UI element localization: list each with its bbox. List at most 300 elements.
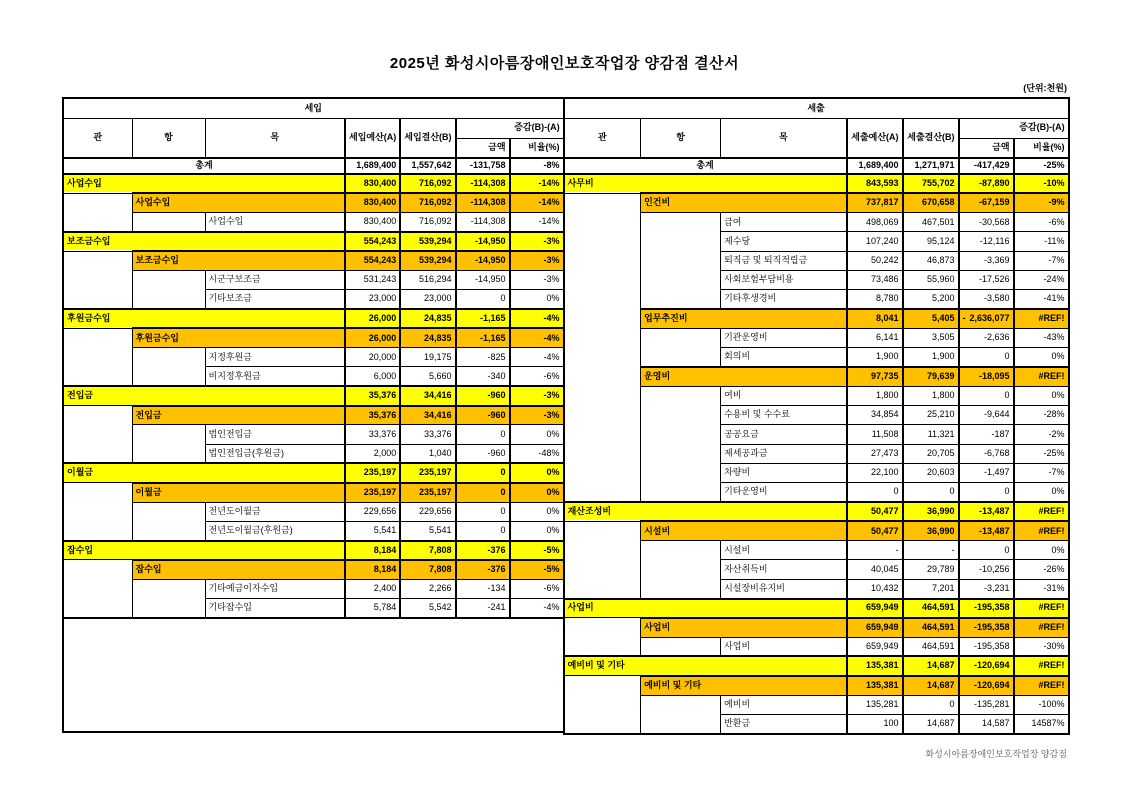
- income-gwan-label: 보조금수입: [63, 232, 345, 251]
- expense-mok-label: 수용비 및 수수료: [721, 406, 847, 425]
- expense-amount: -67,159: [959, 193, 1014, 212]
- expense-ratio: -28%: [1014, 406, 1069, 425]
- expense-ratio: #REF!: [1014, 618, 1069, 637]
- expense-ratio: -43%: [1014, 328, 1069, 347]
- expense-gwan-label: 예비비 및 기타: [564, 656, 847, 675]
- expense-amount: -13,487: [959, 521, 1014, 540]
- expense-budget: 11,508: [847, 425, 903, 444]
- income-budget: 26,000: [345, 309, 400, 328]
- expense-amount: 0: [959, 386, 1014, 405]
- expense-budget: -: [847, 541, 903, 560]
- income-settlement: 7,808: [400, 541, 455, 560]
- income-amount: -825: [456, 348, 510, 367]
- expense-amount: -120,694: [959, 656, 1014, 675]
- income-col-gwan: 관: [63, 118, 132, 158]
- income-row-hang: [63, 193, 564, 212]
- income-budget: 6,000: [345, 367, 400, 386]
- income-amount: -960: [456, 386, 510, 405]
- expense-settlement: 1,800: [903, 386, 959, 405]
- expense-mok-label: 시설비: [721, 541, 847, 560]
- income-ratio: -5%: [510, 560, 564, 579]
- expense-ratio: -2%: [1014, 425, 1069, 444]
- income-empty-area: [63, 618, 564, 732]
- expense-amount: 14,587: [959, 714, 1014, 733]
- expense-row-hang: [564, 521, 1069, 540]
- income-budget: 2,400: [345, 579, 400, 598]
- expense-hang-label: 사업비: [641, 618, 847, 637]
- expense-col-budget: 세출예산(A): [847, 118, 903, 158]
- income-total-amount: -131,758: [456, 158, 510, 174]
- income-settlement: 19,175: [400, 348, 455, 367]
- income-amount: 0: [456, 290, 510, 309]
- expense-ratio: -10%: [1014, 174, 1069, 193]
- expense-budget: 659,949: [847, 637, 903, 656]
- income-mok-label: 사업수입: [205, 213, 345, 232]
- income-row-mok: [63, 348, 564, 367]
- expense-gwan-label: 사무비: [564, 174, 847, 193]
- expense-budget: 843,593: [847, 174, 903, 193]
- expense-ratio: #REF!: [1014, 367, 1069, 386]
- income-col-amount: 금액: [456, 138, 510, 158]
- income-column-headers: [63, 118, 564, 138]
- expense-settlement: 46,873: [903, 251, 959, 270]
- expense-budget: 50,477: [847, 521, 903, 540]
- expense-ratio: #REF!: [1014, 502, 1069, 521]
- income-amount: -134: [456, 579, 510, 598]
- expense-hang-empty-cell: [641, 637, 721, 656]
- expense-amount: -135,281: [959, 695, 1014, 714]
- income-budget: 235,197: [345, 483, 400, 502]
- expense-amount: -120,694: [959, 676, 1014, 695]
- income-settlement: 716,092: [400, 174, 455, 193]
- expense-settlement: 29,789: [903, 560, 959, 579]
- expense-budget: 498,069: [847, 213, 903, 232]
- expense-budget: 135,381: [847, 676, 903, 695]
- expense-settlement: 36,990: [903, 502, 959, 521]
- expense-gwan-label: 재산조성비: [564, 502, 847, 521]
- expense-settlement: 5,405: [903, 309, 959, 328]
- expense-ratio: -11%: [1014, 232, 1069, 251]
- income-gwan-empty-cell: [63, 483, 132, 541]
- expense-col-amount: 금액: [959, 138, 1014, 158]
- income-settlement: 229,656: [400, 502, 455, 521]
- income-row-mok: [63, 502, 564, 521]
- expense-budget: 34,854: [847, 406, 903, 425]
- expense-hang-empty-cell: [641, 386, 721, 502]
- income-section-header: [63, 98, 564, 118]
- income-col-ratio: 비율(%): [510, 138, 564, 158]
- expense-ratio: -9%: [1014, 193, 1069, 212]
- expense-budget: 40,045: [847, 560, 903, 579]
- income-row-gwan: [63, 174, 564, 193]
- income-row-gwan: [63, 309, 564, 328]
- income-row-hang: [63, 406, 564, 425]
- expense-row-hang: [564, 618, 1069, 637]
- income-ratio: -4%: [510, 599, 564, 618]
- expense-row-gwan: [564, 502, 1069, 521]
- income-hang-label: 후원금수입: [132, 328, 345, 347]
- expense-budget: 22,100: [847, 463, 903, 482]
- expense-total-settlement: 1,271,971: [903, 158, 959, 174]
- expense-hang-label: 인건비: [641, 193, 847, 212]
- expense-ratio: 0%: [1014, 541, 1069, 560]
- expense-budget: 0: [847, 483, 903, 502]
- expense-amount: -1,497: [959, 463, 1014, 482]
- expense-gwan-label: 사업비: [564, 599, 847, 618]
- income-budget: 2,000: [345, 444, 400, 463]
- expense-amount: -195,358: [959, 599, 1014, 618]
- income-mok-label: 지정후원금: [205, 348, 345, 367]
- income-hang-label: 전입금: [132, 406, 345, 425]
- income-total-row: [63, 158, 564, 174]
- income-amount: -376: [456, 541, 510, 560]
- income-col-change: 증감(B)-(A): [456, 118, 564, 138]
- expense-budget: 8,780: [847, 290, 903, 309]
- expense-hang-empty-cell: [641, 541, 721, 599]
- expense-settlement: 0: [903, 483, 959, 502]
- income-amount: 0: [456, 521, 510, 540]
- income-mok-label: 기타예금이자수입: [205, 579, 345, 598]
- expense-settlement: 14,687: [903, 714, 959, 733]
- income-budget: 235,197: [345, 463, 400, 482]
- expense-table: [563, 97, 1070, 735]
- expense-mok-label: 여비: [721, 386, 847, 405]
- expense-settlement: 3,505: [903, 328, 959, 347]
- income-col-budget: 세입예산(A): [345, 118, 400, 158]
- page-title: 2025년 화성시아름장애인보호작업장 양감점 결산서: [389, 55, 740, 72]
- income-gwan-label: 사업수입: [63, 174, 345, 193]
- expense-amount: 0: [959, 541, 1014, 560]
- income-budget: 35,376: [345, 406, 400, 425]
- income-amount: -114,308: [456, 174, 510, 193]
- expense-ratio: -7%: [1014, 463, 1069, 482]
- expense-budget: 1,900: [847, 348, 903, 367]
- income-gwan-label: 잡수입: [63, 541, 345, 560]
- income-budget: 830,400: [345, 174, 400, 193]
- income-hang-empty-cell: [132, 213, 205, 232]
- income-amount: -14,950: [456, 251, 510, 270]
- expense-mok-label: 공공요금: [721, 425, 847, 444]
- income-empty-cell: [63, 618, 564, 732]
- expense-amount: -10,256: [959, 560, 1014, 579]
- expense-settlement: 25,210: [903, 406, 959, 425]
- income-settlement: 23,000: [400, 290, 455, 309]
- expense-mok-label: 차량비: [721, 463, 847, 482]
- income-row-gwan: [63, 232, 564, 251]
- expense-ratio: 0%: [1014, 483, 1069, 502]
- expense-section-header: [564, 98, 1069, 118]
- expense-ratio: 0%: [1014, 348, 1069, 367]
- income-ratio: 0%: [510, 463, 564, 482]
- expense-row-hang: [564, 676, 1069, 695]
- expense-mok-label: 제세공과금: [721, 444, 847, 463]
- income-hang-empty-cell: [132, 502, 205, 541]
- income-amount: 0: [456, 483, 510, 502]
- expense-ratio: -6%: [1014, 213, 1069, 232]
- expense-ratio: -7%: [1014, 251, 1069, 270]
- expense-amount: -87,890: [959, 174, 1014, 193]
- expense-gwan-empty-cell: [564, 618, 641, 657]
- expense-settlement: 7,201: [903, 579, 959, 598]
- income-total-budget: 1,689,400: [345, 158, 400, 174]
- expense-budget: 107,240: [847, 232, 903, 251]
- expense-amount: -13,487: [959, 502, 1014, 521]
- expense-settlement: 20,603: [903, 463, 959, 482]
- expense-hang-label: 운영비: [641, 367, 847, 386]
- income-amount: -376: [456, 560, 510, 579]
- settlement-table: [62, 97, 1070, 735]
- expense-hang-label: 시설비: [641, 521, 847, 540]
- expense-ratio: #REF!: [1014, 309, 1069, 328]
- expense-settlement: 5,200: [903, 290, 959, 309]
- income-gwan-empty-cell: [63, 406, 132, 464]
- expense-budget: 737,817: [847, 193, 903, 212]
- expense-col-settlement: 세출결산(B): [903, 118, 959, 158]
- expense-settlement: 1,900: [903, 348, 959, 367]
- income-ratio: -3%: [510, 386, 564, 405]
- income-row-mok: [63, 213, 564, 232]
- income-mok-label: 법인전입금: [205, 425, 345, 444]
- expense-budget: 659,949: [847, 618, 903, 637]
- income-gwan-label: 후원금수입: [63, 309, 345, 328]
- income-mok-label: 비지정후원금: [205, 367, 345, 386]
- expense-amount: -6,768: [959, 444, 1014, 463]
- income-budget: 830,400: [345, 193, 400, 212]
- expense-ratio: #REF!: [1014, 656, 1069, 675]
- expense-budget: 50,477: [847, 502, 903, 521]
- income-settlement: 235,197: [400, 483, 455, 502]
- expense-ratio: -31%: [1014, 579, 1069, 598]
- expense-amount: -195,358: [959, 637, 1014, 656]
- income-budget: 23,000: [345, 290, 400, 309]
- income-hang-empty-cell: [132, 270, 205, 309]
- expense-mok-label: 급여: [721, 213, 847, 232]
- expense-amount: -2,636: [959, 328, 1014, 347]
- income-amount: -114,308: [456, 213, 510, 232]
- expense-budget: 1,800: [847, 386, 903, 405]
- income-amount: -1,165: [456, 328, 510, 347]
- income-ratio: -14%: [510, 174, 564, 193]
- expense-total-ratio: -25%: [1014, 158, 1069, 174]
- expense-row-gwan: [564, 656, 1069, 675]
- expense-total-row: [564, 158, 1069, 174]
- expense-budget: 97,735: [847, 367, 903, 386]
- expense-mok-label: 사업비: [721, 637, 847, 656]
- income-settlement: 24,835: [400, 328, 455, 347]
- expense-settlement: 670,658: [903, 193, 959, 212]
- expense-amount: 0: [959, 348, 1014, 367]
- income-settlement: 5,542: [400, 599, 455, 618]
- income-budget: 8,184: [345, 541, 400, 560]
- income-budget: 5,541: [345, 521, 400, 540]
- income-hang-label: 이월금: [132, 483, 345, 502]
- expense-ratio: -30%: [1014, 637, 1069, 656]
- expense-col-gwan: 관: [564, 118, 641, 158]
- income-budget: 229,656: [345, 502, 400, 521]
- income-amount: -114,308: [456, 193, 510, 212]
- income-ratio: 0%: [510, 502, 564, 521]
- income-gwan-label: 이월금: [63, 463, 345, 482]
- income-amount: -1,165: [456, 309, 510, 328]
- expense-mok-label: 제수당: [721, 232, 847, 251]
- expense-settlement: 36,990: [903, 521, 959, 540]
- unit-note: (단위:천원): [1023, 83, 1067, 93]
- expense-ratio: -24%: [1014, 270, 1069, 289]
- income-mok-label: 전년도이월금: [205, 502, 345, 521]
- expense-budget: 100: [847, 714, 903, 733]
- expense-budget: 50,242: [847, 251, 903, 270]
- income-mok-label: 전년도이월금(후원금): [205, 521, 345, 540]
- income-settlement: 5,660: [400, 367, 455, 386]
- income-amount: 0: [456, 463, 510, 482]
- expense-settlement: 464,591: [903, 618, 959, 637]
- expense-budget: 27,473: [847, 444, 903, 463]
- income-total-label: 총계: [63, 158, 345, 174]
- income-settlement: 716,092: [400, 193, 455, 212]
- expense-budget: 659,949: [847, 599, 903, 618]
- income-hang-label: 보조금수입: [132, 251, 345, 270]
- expense-settlement: 14,687: [903, 656, 959, 675]
- income-settlement: 33,376: [400, 425, 455, 444]
- expense-settlement: 95,124: [903, 232, 959, 251]
- income-amount: -14,950: [456, 270, 510, 289]
- income-mok-label: 시군구보조금: [205, 270, 345, 289]
- income-ratio: -3%: [510, 232, 564, 251]
- expense-amount: -3,580: [959, 290, 1014, 309]
- income-row-hang: [63, 328, 564, 347]
- expense-mok-label: 기타후생경비: [721, 290, 847, 309]
- expense-section-title: 세출: [564, 98, 1069, 118]
- income-settlement: 34,416: [400, 406, 455, 425]
- income-ratio: -3%: [510, 251, 564, 270]
- expense-amount: -195,358: [959, 618, 1014, 637]
- income-settlement: 7,808: [400, 560, 455, 579]
- income-ratio: -5%: [510, 541, 564, 560]
- income-amount: 0: [456, 425, 510, 444]
- income-row-gwan: [63, 541, 564, 560]
- income-settlement: 1,040: [400, 444, 455, 463]
- income-row-hang: [63, 483, 564, 502]
- income-amount: -960: [456, 406, 510, 425]
- income-amount: 0: [456, 502, 510, 521]
- income-row-gwan: [63, 386, 564, 405]
- expense-budget: 6,141: [847, 328, 903, 347]
- income-col-settlement: 세입결산(B): [400, 118, 455, 158]
- expense-ratio: -41%: [1014, 290, 1069, 309]
- expense-ratio: -100%: [1014, 695, 1069, 714]
- expense-mok-label: 기타운영비: [721, 483, 847, 502]
- expense-settlement: 14,687: [903, 676, 959, 695]
- income-row-hang: [63, 251, 564, 270]
- expense-ratio: #REF!: [1014, 521, 1069, 540]
- income-budget: 33,376: [345, 425, 400, 444]
- expense-hang-label: 예비비 및 기타: [641, 676, 847, 695]
- expense-ratio: -26%: [1014, 560, 1069, 579]
- income-gwan-empty-cell: [63, 560, 132, 618]
- expense-hang-empty-cell: [641, 695, 721, 734]
- income-ratio: -3%: [510, 406, 564, 425]
- expense-settlement: 11,321: [903, 425, 959, 444]
- expense-mok-label: 시설장비유지비: [721, 579, 847, 598]
- expense-ratio: #REF!: [1014, 676, 1069, 695]
- expense-mok-label: 회의비: [721, 348, 847, 367]
- income-total-settlement: 1,557,642: [400, 158, 455, 174]
- expense-hang-empty-cell: [641, 328, 721, 367]
- expense-budget: 8,041: [847, 309, 903, 328]
- income-hang-label: 사업수입: [132, 193, 345, 212]
- income-settlement: 2,266: [400, 579, 455, 598]
- expense-settlement: 755,702: [903, 174, 959, 193]
- income-settlement: 24,835: [400, 309, 455, 328]
- income-ratio: -4%: [510, 328, 564, 347]
- expense-mok-label: 퇴직금 및 퇴직적립금: [721, 251, 847, 270]
- expense-row-gwan: [564, 599, 1069, 618]
- income-settlement: 34,416: [400, 386, 455, 405]
- income-hang-label: 잡수입: [132, 560, 345, 579]
- income-amount: -241: [456, 599, 510, 618]
- expense-settlement: 464,591: [903, 637, 959, 656]
- expense-amount: -17,526: [959, 270, 1014, 289]
- income-ratio: -3%: [510, 270, 564, 289]
- income-ratio: -4%: [510, 309, 564, 328]
- expense-ratio: 14587%: [1014, 714, 1069, 733]
- income-col-mok: 목: [205, 118, 345, 158]
- income-section-title: 세입: [63, 98, 564, 118]
- income-col-hang: 항: [132, 118, 205, 158]
- expense-settlement: 464,591: [903, 599, 959, 618]
- expense-settlement: 467,501: [903, 213, 959, 232]
- expense-hang-label: 업무추진비: [641, 309, 847, 328]
- income-settlement: 716,092: [400, 213, 455, 232]
- income-budget: 8,184: [345, 560, 400, 579]
- expense-amount: -18,095: [959, 367, 1014, 386]
- income-total-ratio: -8%: [510, 158, 564, 174]
- income-ratio: 0%: [510, 483, 564, 502]
- income-row-gwan: [63, 463, 564, 482]
- income-budget: 26,000: [345, 328, 400, 347]
- expense-total-label: 총계: [564, 158, 847, 174]
- income-mok-label: 법인전입금(후원금): [205, 444, 345, 463]
- income-hang-empty-cell: [132, 425, 205, 464]
- expense-col-mok: 목: [721, 118, 847, 158]
- income-mok-label: 기타잡수입: [205, 599, 345, 618]
- income-settlement: 5,541: [400, 521, 455, 540]
- income-table: [62, 97, 565, 733]
- expense-gwan-empty-cell: [564, 193, 641, 502]
- income-ratio: -14%: [510, 193, 564, 212]
- expense-amount: -12,116: [959, 232, 1014, 251]
- income-budget: 531,243: [345, 270, 400, 289]
- income-row-mok: [63, 425, 564, 444]
- expense-budget: 10,432: [847, 579, 903, 598]
- income-ratio: 0%: [510, 521, 564, 540]
- income-gwan-empty-cell: [63, 251, 132, 309]
- income-row-hang: [63, 560, 564, 579]
- expense-row-hang: [564, 193, 1069, 212]
- income-budget: 554,243: [345, 251, 400, 270]
- income-gwan-empty-cell: [63, 328, 132, 386]
- expense-amount: - 2,636,077: [959, 309, 1014, 328]
- income-amount: -14,950: [456, 232, 510, 251]
- income-ratio: 0%: [510, 425, 564, 444]
- income-gwan-label: 전입금: [63, 386, 345, 405]
- minus-sign: -: [962, 313, 966, 324]
- expense-amount: -187: [959, 425, 1014, 444]
- expense-mok-label: 기관운영비: [721, 328, 847, 347]
- expense-settlement: 0: [903, 695, 959, 714]
- income-mok-label: 기타보조금: [205, 290, 345, 309]
- income-settlement: 539,294: [400, 232, 455, 251]
